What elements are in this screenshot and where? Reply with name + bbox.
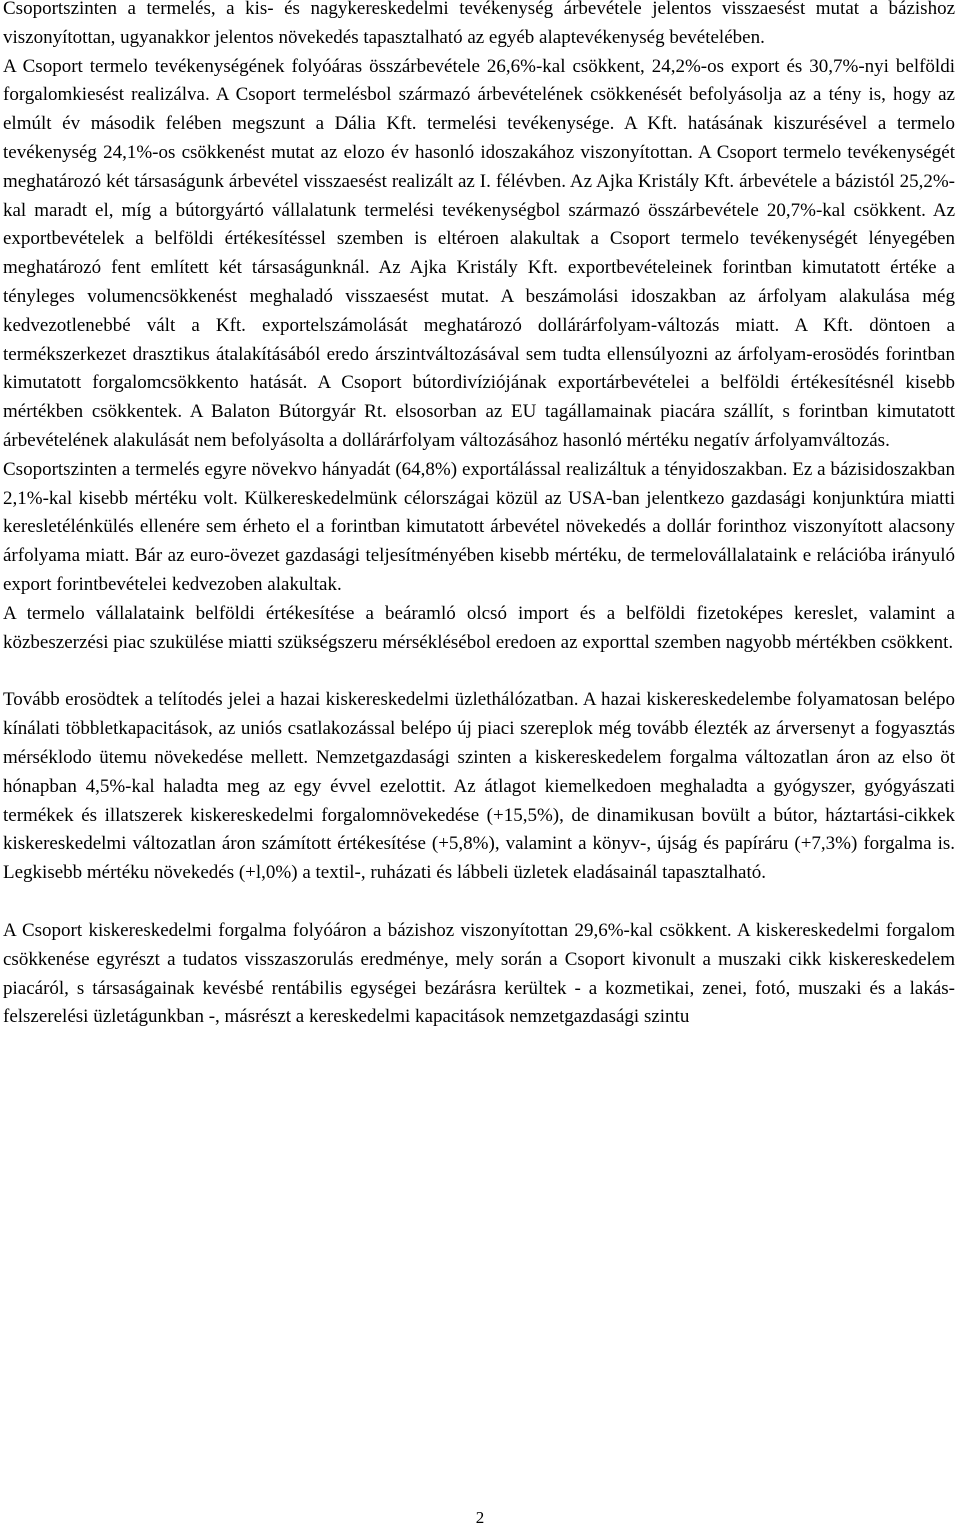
document-body <box>3 0 955 1032</box>
paragraph-group-retail: A Csoport kiskereskedelmi forgalma folyóáron a bázishoz viszonyítottan 29,6%-kal csökkent. A kiskereskedelmi forgalom csökkenése egyrészt a tudatos visszaszorulás eredménye, mely során a Csoport kivonult a muszaki cikk kiskereskedelem piacáról, s társaságainak kevésbé rentábilis egységei bezárásra kerültek - a kozmetikai, zenei, fotó, muszaki és a lakás-felszerelési üzletágunkban -, másrészt a kereskedelmi kapacitások nemzetgazdasági szintu <box>3 919 955 1028</box>
paragraph-spacer <box>3 657 955 686</box>
paragraph-production-revenue: A Csoport termelo tevékenységének folyóáras összárbevétele 26,6%-kal csökkent, 24,2%-os export és 30,7%-nyi belföldi forgalomkiesést realizálva. A Csoport termelésbol származó árbevételének csökkenését befolyásolja az a tény is, hogy az elmúlt év második felében megszunt a Dália Kft. termelési tevékenysége. A Kft. hatásának kiszurésével a termelo tevékenység 24,1%-os csökkenést mutat az elozo év hasonló idoszakához viszonyítottan. A Csoport termelo tevékenységét meghatározó két társaságunk árbevétel visszaesést realizált az I. félévben. Az Ajka Kristály Kft. árbevétele a bázistól 25,2%-kal maradt el, míg a bútorgyártó vállalatunk termelési tevékenységbol származó összárbevétele 20,7%-kal csökkent. Az exportbevételek a belföldi értékesítéssel szemben is eltéroen alakultak a Csoport termelo tevékenységét lényegében meghatározó fent említett két társaságunknál. Az Ajka Kristály Kft. exportbevételeinek forintban kimutatott értéke a tényleges volumencsökkenést meghaladó visszaesést mutat. A beszámolási idoszakban az árfolyam alakulása még kedvezotlenebbé vált a Kft. exportelszámolását meghatározó dollárárfolyam-változás miatt. A Kft. döntoen a termékszerkezet drasztikus átalakításából eredo árszintváltozásával sem tudta ellensúlyozni az árfolyam-erosödés forintban kimutatott forgalomcsökkento hatását. A Csoport bútordivíziójának exportárbevételei a belföldi értékesítésnél kisebb mértékben csökkentek. A Balaton Bútorgyár Rt. elsosorban az EU tagállamainak piacára szállít, s forintban kimutatott árbevételének alakulását nem befolyásolta a dollárárfolyam változásához hasonló mértéku negatív árfolyamváltozás. <box>3 55 955 451</box>
paragraph-retail-market: Tovább erosödtek a telítodés jelei a hazai kiskereskedelmi üzlethálózatban. A hazai kiskereskedelembe folyamatosan belépo kínálati többletkapacitások, az uniós csatlakozással belépo új piaci szereplok még tovább élezték az árversenyt a fogyasztás mérséklodo ütemu növekedése mellett. Nemzetgazdasági szinten a kiskereskedelem forgalma változatlan áron az elso öt hónapban 4,5%-kal haladta meg az egy évvel ezelottit. Az átlagot kiemelkedoen meghaladta a gyógyszer, gyógyászati termékek és illatszerek kiskereskedelmi forgalomnövekedése (+15,5%), de dinamikusan bovült a bútor, háztartási-cikkek kiskereskedelmi változatlan áron számított értékesítése (+5,8%), valamint a könyv-, újság és papíráru (+7,3%) forgalma is. Legkisebb mértéku növekedés (+l,0%) a textil-, ruházati és lábbeli üzletek eladásainál tapasztalható. <box>3 689 955 884</box>
paragraph-domestic-sales: A termelo vállalataink belföldi értékesítése a beáramló olcsó import és a belföldi fizetoképes kereslet, valamint a közbeszerzési piac szukülése miatti szükségszeru mérséklésébol eredoen az exporttal szemben nagyobb mértékben csökkent. <box>3 602 955 653</box>
paragraph-spacer <box>3 888 955 917</box>
paragraph-group-performance-summary: Csoportszinten a termelés, a kis- és nagykereskedelmi tevékenység árbevétele jelentos visszaesést mutat a bázishoz viszonyítottan, ugyanakkor jelentos növekedés tapasztalható az egyéb alaptevékenység bevételében. <box>3 0 955 48</box>
page-number: 2 <box>475 1508 485 1527</box>
paragraph-export-share: Csoportszinten a termelés egyre növekvo hányadát (64,8%) exportálással realizáltuk a tényidoszakban. Ez a bázisidoszakban 2,1%-kal kisebb mértéku volt. Külkereskedelmünk célországai közül az USA-ban jelentkezo gazdasági konjunktúra miatti keresletélénkülés ellenére sem érheto el a forintban kimutatott árbevétel növekedés a dollár forinthoz viszonyított alacsony árfolyama miatt. Bár az euro-övezet gazdasági teljesítményében kisebb mértéku, de termelovállalataink e relációba irányuló export forintbevételei kedvezoben alakultak. <box>3 458 955 595</box>
